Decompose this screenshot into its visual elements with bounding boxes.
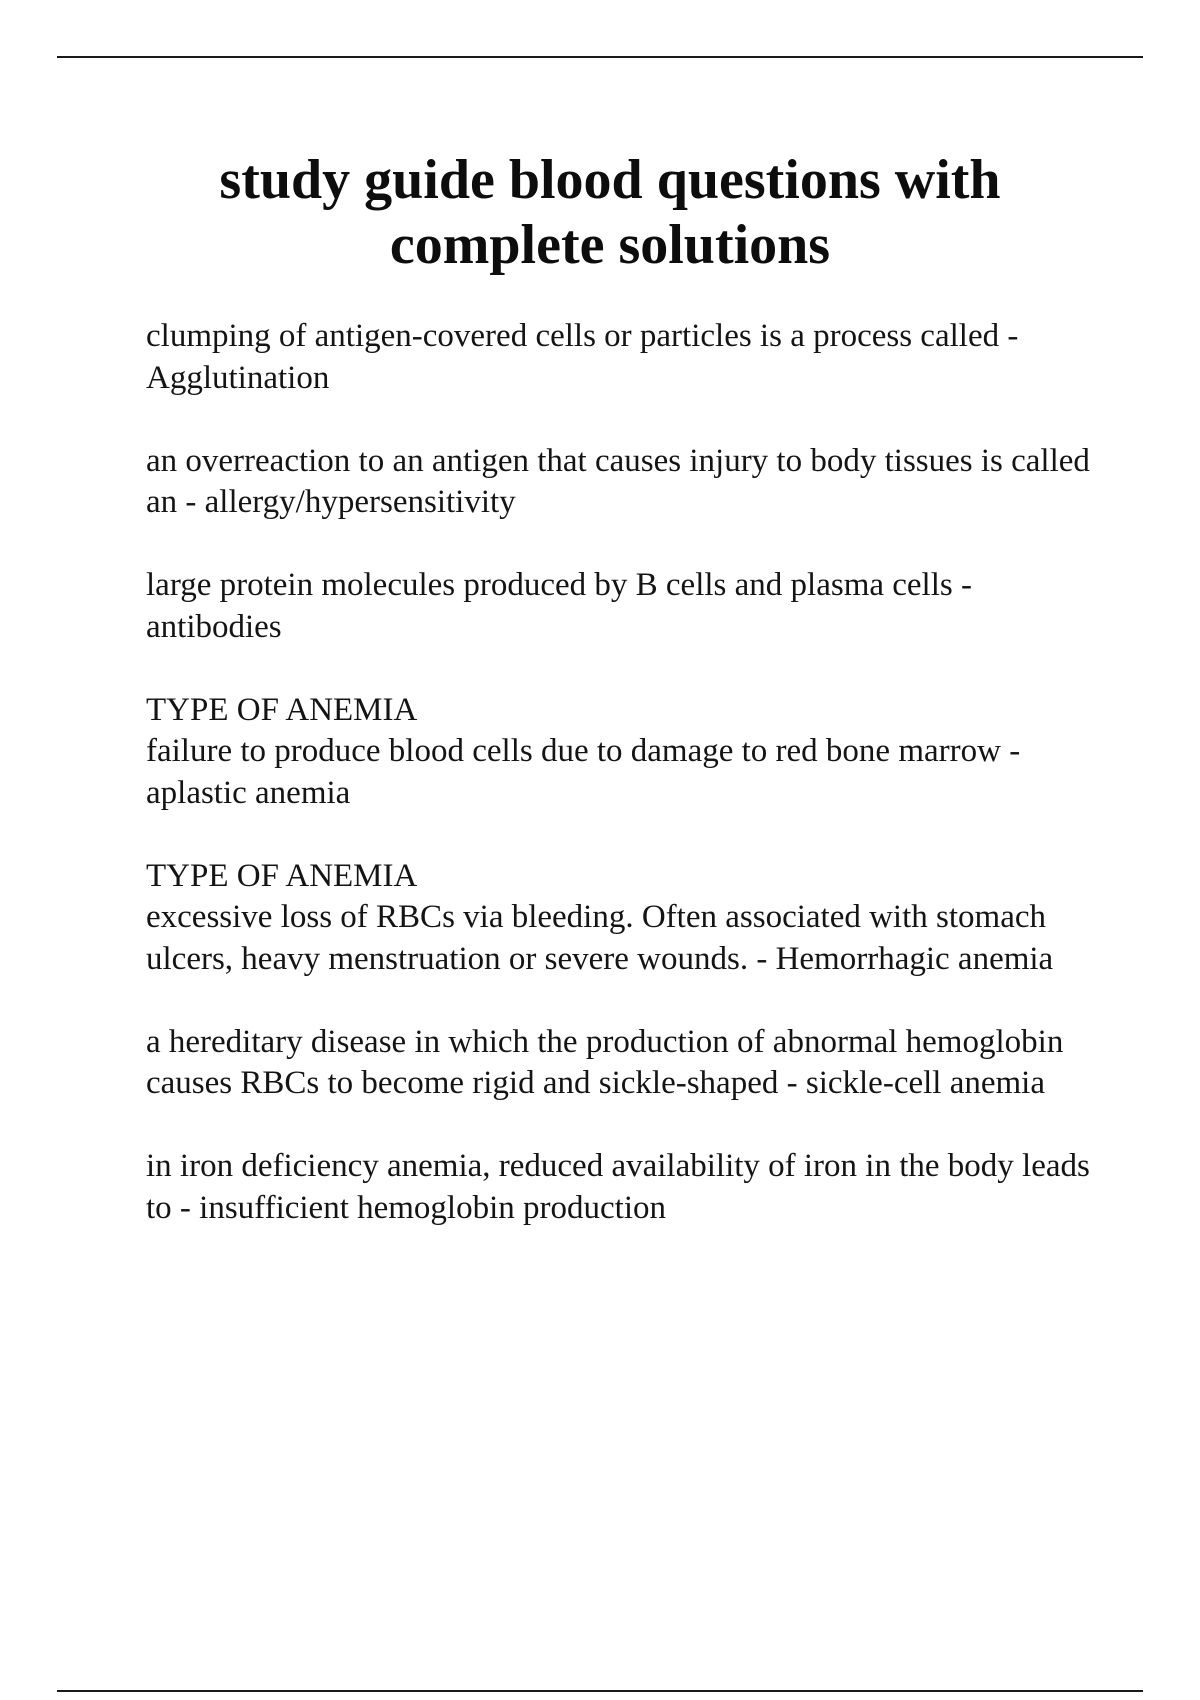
answer-text: Agglutination — [146, 359, 330, 396]
question-text: excessive loss of RBCs via bleeding. Often associated with stomach ulcers, heavy menstruation or severe wounds. — [146, 899, 1046, 977]
answer-text: Hemorrhagic anemia — [775, 940, 1054, 977]
qa-item — [146, 316, 1106, 399]
qa-item — [146, 690, 1106, 815]
page-title: study guide blood questions with complete solutions — [219, 149, 1001, 276]
answer-text: antibodies — [146, 608, 282, 645]
separator: - — [778, 1065, 806, 1101]
bottom-rule — [57, 1690, 1143, 1692]
question-text: large protein molecules produced by B cells and plasma cells — [146, 567, 953, 603]
separator: - — [171, 1189, 200, 1226]
top-rule — [57, 56, 1143, 58]
qa-item — [146, 856, 1106, 981]
qa-item — [146, 565, 1106, 648]
answer-text: allergy/hypersensitivity — [204, 484, 516, 520]
question-text: failure to produce blood cells due to damage to red bone marrow — [146, 733, 1001, 769]
separator: - — [748, 940, 776, 977]
question-text: clumping of antigen-covered cells or particles is a process called — [146, 318, 1000, 354]
question-text: in iron deficiency anemia, reduced availability of iron in the body leads to — [146, 1148, 1090, 1226]
qa-item — [146, 441, 1106, 524]
category-label: TYPE OF ANEMIA — [146, 857, 418, 894]
separator: - — [952, 567, 972, 603]
separator: - — [177, 484, 205, 520]
qa-item — [146, 1022, 1106, 1105]
separator: - — [999, 318, 1019, 354]
category-label: TYPE OF ANEMIA — [146, 691, 418, 728]
qa-item — [146, 1146, 1106, 1229]
answer-text: sickle-cell anemia — [805, 1065, 1045, 1101]
question-text: an overreaction to an antigen that causes injury to body tissues is called an — [146, 442, 1090, 520]
separator: - — [1000, 733, 1021, 769]
answer-text: insufficient hemoglobin production — [199, 1189, 666, 1226]
answer-text: aplastic anemia — [146, 774, 351, 811]
question-text: a hereditary disease in which the production of abnormal hemoglobin causes RBCs to become rigid and sickle-shaped — [146, 1023, 1064, 1101]
qa-list — [146, 316, 1106, 1271]
